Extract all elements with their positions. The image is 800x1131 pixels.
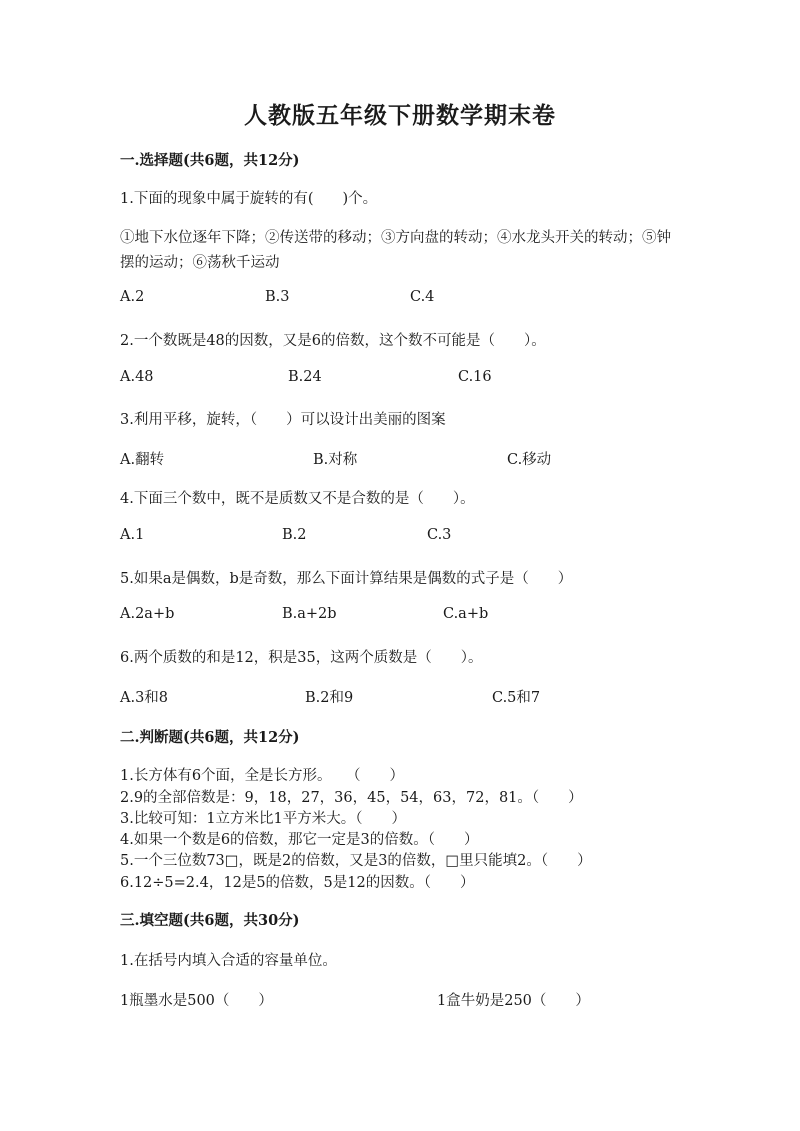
- option-c: C.3: [427, 527, 452, 543]
- section-heading-choice: 一.选择题(共6题，共12分): [120, 152, 300, 169]
- question-stem: 2.一个数既是48的因数，又是6的倍数，这个数不可能是（ ）。: [120, 333, 546, 349]
- option-b: B.2: [282, 527, 307, 543]
- option-b: B.2和9: [305, 690, 354, 706]
- fill-blank: 1盒牛奶是250（ ）: [437, 993, 590, 1009]
- option-c: C.4: [410, 289, 435, 305]
- question-stem: 1.在括号内填入合适的容量单位。: [120, 953, 337, 969]
- question-stem: 4.下面三个数中，既不是质数又不是合数的是（ ）。: [120, 491, 475, 507]
- option-a: A.2: [120, 289, 145, 305]
- option-a: A.3和8: [120, 690, 169, 706]
- option-b: B.24: [288, 369, 322, 385]
- page-title: 人教版五年级下册数学期末卷: [244, 102, 556, 129]
- option-c: C.a+b: [443, 606, 489, 622]
- option-c: C.16: [458, 369, 492, 385]
- section-heading-fill: 三.填空题(共6题，共30分): [120, 912, 300, 929]
- judgment-item: 3.比较可知：1立方米比1平方米大。（ ）: [120, 811, 407, 827]
- option-a: A.1: [120, 527, 145, 543]
- judgment-item: 4.如果一个数是6的倍数，那它一定是3的倍数。（ ）: [120, 832, 479, 848]
- option-a: A.48: [120, 369, 154, 385]
- option-a: A.翻转: [120, 452, 165, 468]
- question-stem: 5.如果a是偶数，b是奇数，那么下面计算结果是偶数的式子是（ ）: [120, 571, 573, 587]
- option-b: B.对称: [313, 452, 358, 468]
- question-stem: 1.下面的现象中属于旋转的有( )个。: [120, 191, 378, 207]
- option-b: B.3: [265, 289, 290, 305]
- judgment-item: 6.12÷5=2.4，12是5的倍数，5是12的因数。（ ）: [120, 875, 475, 891]
- fill-blank: 1瓶墨水是500（ ）: [120, 993, 273, 1009]
- option-b: B.a+2b: [282, 606, 337, 622]
- option-a: A.2a+b: [120, 606, 175, 622]
- question-stem: 6.两个质数的和是12，积是35，这两个质数是（ ）。: [120, 650, 483, 666]
- judgment-item: 5.一个三位数73□，既是2的倍数，又是3的倍数，□里只能填2。（ ）: [120, 853, 592, 869]
- question-stem: 3.利用平移，旋转，（ ）可以设计出美丽的图案: [120, 412, 446, 428]
- option-c: C.5和7: [492, 690, 541, 706]
- section-heading-judgment: 二.判断题(共6题，共12分): [120, 729, 300, 746]
- judgment-item: 2.9的全部倍数是：9，18，27，36，45，54，63，72，81。（ ）: [120, 790, 583, 806]
- judgment-item: 1.长方体有6个面，全是长方形。 （ ）: [120, 768, 405, 784]
- question-detail: ①地下水位逐年下降；②传送带的移动；③方向盘的转动；④水龙头开关的转动；⑤钟摆的运动；⑥荡秋千运动: [120, 230, 671, 271]
- option-c: C.移动: [507, 452, 552, 468]
